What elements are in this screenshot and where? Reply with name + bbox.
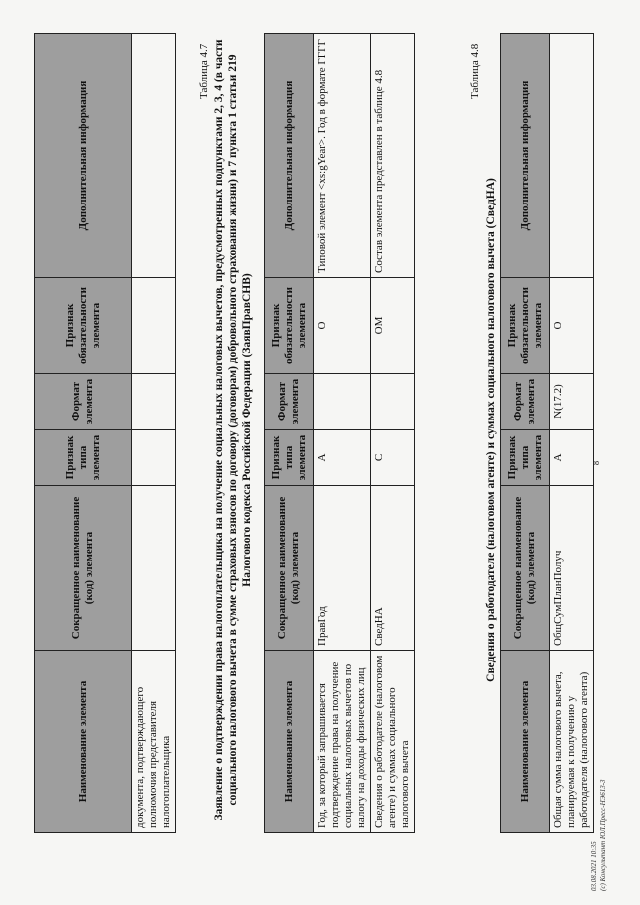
table-cell	[132, 278, 176, 374]
table-cell: О	[314, 278, 371, 374]
column-header: Признак типа элемента	[501, 430, 550, 486]
column-header: Признак обязательности элемента	[501, 278, 550, 374]
table-header-row	[35, 34, 132, 833]
column-header: Дополнительная информация	[265, 34, 314, 278]
table-cell: Общая сумма налогового вычета, планируемая к получению у работодателя (налогового агента)	[550, 651, 594, 833]
column-header: Формат элемента	[265, 374, 314, 430]
table-4-7-title: Заявление о подтверждении права налогоплательщика на получение социальных налоговых вычетов, предусмотренных подпунктами 2, 3, 4 (в части социального налогового вычета в сумме страховых взносов по договору (договорам) добровольного страхования жизни) и 7 пункта 1 статьи 219 Налогового кодекса Российской Федерации (ЗаявПравСНВ)	[213, 39, 253, 821]
table-cell: ПравГод	[314, 486, 371, 651]
table-top	[34, 33, 176, 833]
table-cell: N(17.2)	[550, 374, 594, 430]
table-cell	[371, 374, 415, 430]
table-4-7-label: Таблица 4.7	[198, 43, 210, 99]
column-header: Формат элемента	[501, 374, 550, 430]
table-cell: А	[314, 430, 371, 486]
table-cell	[314, 374, 371, 430]
column-header: Сокращенное наименование (код) элемента	[501, 486, 550, 651]
table-header-row	[501, 34, 550, 833]
column-header: Формат элемента	[35, 374, 132, 430]
stamp-line-2: (с) Консультант ЮЛ.Пресс-НЭ613-3	[599, 779, 607, 891]
table-row	[550, 34, 594, 833]
table-cell: А	[550, 430, 594, 486]
page-number: 8	[592, 461, 601, 465]
table-cell: СведНА	[371, 486, 415, 651]
column-header: Сокращенное наименование (код) элемента	[265, 486, 314, 651]
table-4-8-label: Таблица 4.8	[469, 43, 481, 99]
table-cell: ОМ	[371, 278, 415, 374]
print-stamp	[590, 779, 608, 891]
table-4-7	[264, 33, 415, 833]
table-cell	[132, 34, 176, 278]
column-header: Наименование элемента	[35, 651, 132, 833]
table-row	[314, 34, 371, 833]
column-header: Признак обязательности элемента	[35, 278, 132, 374]
table-cell	[550, 34, 594, 278]
table-cell	[132, 430, 176, 486]
table-cell: Типовой элемент <xs:gYear>. Год в формате ГГГГ	[314, 34, 371, 278]
table-row	[132, 34, 176, 833]
table-cell: Состав элемента представлен в таблице 4.8	[371, 34, 415, 278]
column-header: Дополнительная информация	[35, 34, 132, 278]
table-cell: ОбщСумПланПолуч	[550, 486, 594, 651]
table-cell	[132, 374, 176, 430]
table-cell: Год, за который запрашивается подтверждение права на получение социальных налоговых вычетов по налогу на доходы физических лиц	[314, 651, 371, 833]
stamp-line-1: 03.08.2021 10:35	[590, 841, 598, 891]
column-header: Дополнительная информация	[501, 34, 550, 278]
column-header: Наименование элемента	[265, 651, 314, 833]
table-cell	[132, 486, 176, 651]
table-header-row	[265, 34, 314, 833]
table-row	[371, 34, 415, 833]
table-cell: С	[371, 430, 415, 486]
column-header: Сокращенное наименование (код) элемента	[35, 486, 132, 651]
table-4-8	[500, 33, 594, 833]
column-header: Наименование элемента	[501, 651, 550, 833]
table-cell: документа, подтверждающего полномочия представителя налогоплательщика	[132, 651, 176, 833]
column-header: Признак типа элемента	[35, 430, 132, 486]
column-header: Признак обязательности элемента	[265, 278, 314, 374]
table-cell: О	[550, 278, 594, 374]
table-4-8-title: Сведения о работодателе (налоговом агенте) и суммах социального налогового вычета (СведНА)	[485, 178, 497, 682]
column-header: Признак типа элемента	[265, 430, 314, 486]
table-cell: Сведения о работодателе (налоговом агенте) и суммах социального налогового вычета	[371, 651, 415, 833]
